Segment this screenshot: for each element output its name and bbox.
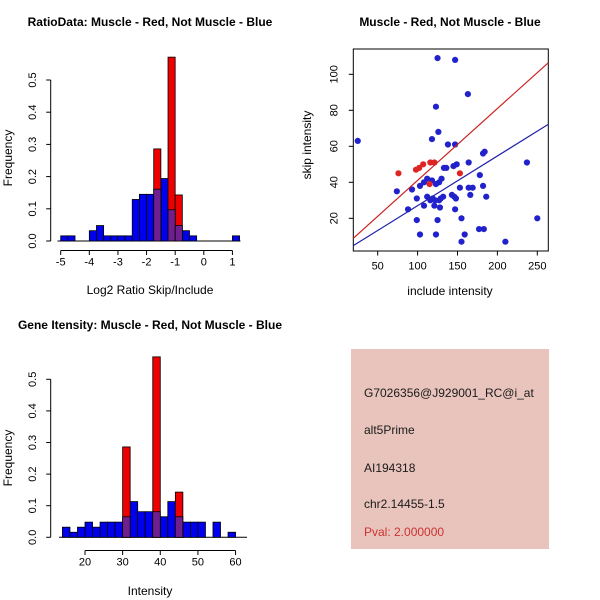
panel-scatter <box>300 0 600 300</box>
svg-text:0.5: 0.5 <box>27 371 39 387</box>
histogram-bars-blue <box>61 179 240 241</box>
svg-text:-3: -3 <box>113 256 123 269</box>
svg-text:0.0: 0.0 <box>27 233 39 249</box>
ratio-hist-ylabel: Frequency <box>1 129 15 187</box>
svg-text:0: 0 <box>200 256 207 269</box>
y-axis <box>27 372 51 545</box>
svg-text:60: 60 <box>229 556 242 569</box>
pval-text: Pval: 2.000000 <box>364 525 445 539</box>
scatter-plot <box>300 0 600 300</box>
points-not-muscle <box>355 55 541 245</box>
svg-text:80: 80 <box>328 104 341 117</box>
svg-text:0.4: 0.4 <box>27 403 39 419</box>
svg-text:20: 20 <box>328 212 341 225</box>
panel-ratio-histogram <box>0 0 300 300</box>
svg-text:200: 200 <box>488 260 507 273</box>
svg-text:40: 40 <box>154 556 167 569</box>
svg-text:0.1: 0.1 <box>27 498 39 514</box>
gene-hist-xlabel: Intensity <box>127 584 173 598</box>
fit-line-not-muscle-fit <box>353 124 548 245</box>
fit-line-muscle-fit <box>353 63 548 239</box>
chromosome-text: chr2.14455-1.5 <box>364 497 445 511</box>
histogram-bars-blue <box>62 502 235 538</box>
svg-text:1: 1 <box>229 256 236 269</box>
splice-type-text: alt5Prime <box>364 423 415 437</box>
scatter-xlabel: include intensity <box>407 284 493 298</box>
svg-text:-5: -5 <box>55 256 66 269</box>
svg-text:0.3: 0.3 <box>27 434 39 451</box>
accession-text: AI194318 <box>364 461 416 475</box>
panel-info <box>300 300 600 600</box>
x-axis <box>79 551 242 569</box>
gene-hist-title: Gene Itensity: Muscle - Red, Not Muscle - Blue <box>17 318 283 332</box>
svg-text:0.3: 0.3 <box>27 136 39 153</box>
svg-text:0.4: 0.4 <box>27 104 39 120</box>
scatter-ylabel: skip intensity <box>300 110 314 180</box>
ratio-histogram-plot <box>0 0 300 300</box>
svg-text:250: 250 <box>528 260 547 273</box>
y-axis <box>329 65 354 224</box>
svg-text:20: 20 <box>78 556 92 569</box>
svg-text:60: 60 <box>328 140 341 153</box>
svg-text:100: 100 <box>328 65 341 84</box>
svg-text:150: 150 <box>448 260 467 273</box>
ratio-hist-xlabel: Log2 Ratio Skip/Include <box>86 283 214 297</box>
scatter-title: Muscle - Red, Not Muscle - Blue <box>359 15 541 29</box>
svg-text:0.5: 0.5 <box>27 72 39 88</box>
svg-text:40: 40 <box>328 176 341 189</box>
x-axis <box>372 251 547 273</box>
svg-text:0.2: 0.2 <box>27 466 39 482</box>
info-box <box>351 349 549 549</box>
svg-text:50: 50 <box>191 556 205 569</box>
svg-text:-2: -2 <box>141 256 152 269</box>
ratio-hist-title: RatioData: Muscle - Red, Not Muscle - Blue <box>27 15 273 29</box>
gene-histogram-plot <box>0 300 300 600</box>
svg-text:50: 50 <box>371 260 384 273</box>
gene-hist-ylabel: Frequency <box>1 429 15 487</box>
svg-text:-1: -1 <box>170 256 181 269</box>
x-axis <box>56 251 236 269</box>
panel-gene-histogram <box>0 300 300 600</box>
svg-text:100: 100 <box>408 260 427 273</box>
svg-text:0.2: 0.2 <box>27 168 39 185</box>
y-axis <box>27 72 51 248</box>
svg-text:0.1: 0.1 <box>27 201 39 217</box>
svg-text:30: 30 <box>116 556 129 569</box>
probe-id-text: G7026356@J929001_RC@i_at <box>364 386 534 400</box>
svg-text:-4: -4 <box>84 256 95 269</box>
svg-text:0.0: 0.0 <box>27 529 39 545</box>
